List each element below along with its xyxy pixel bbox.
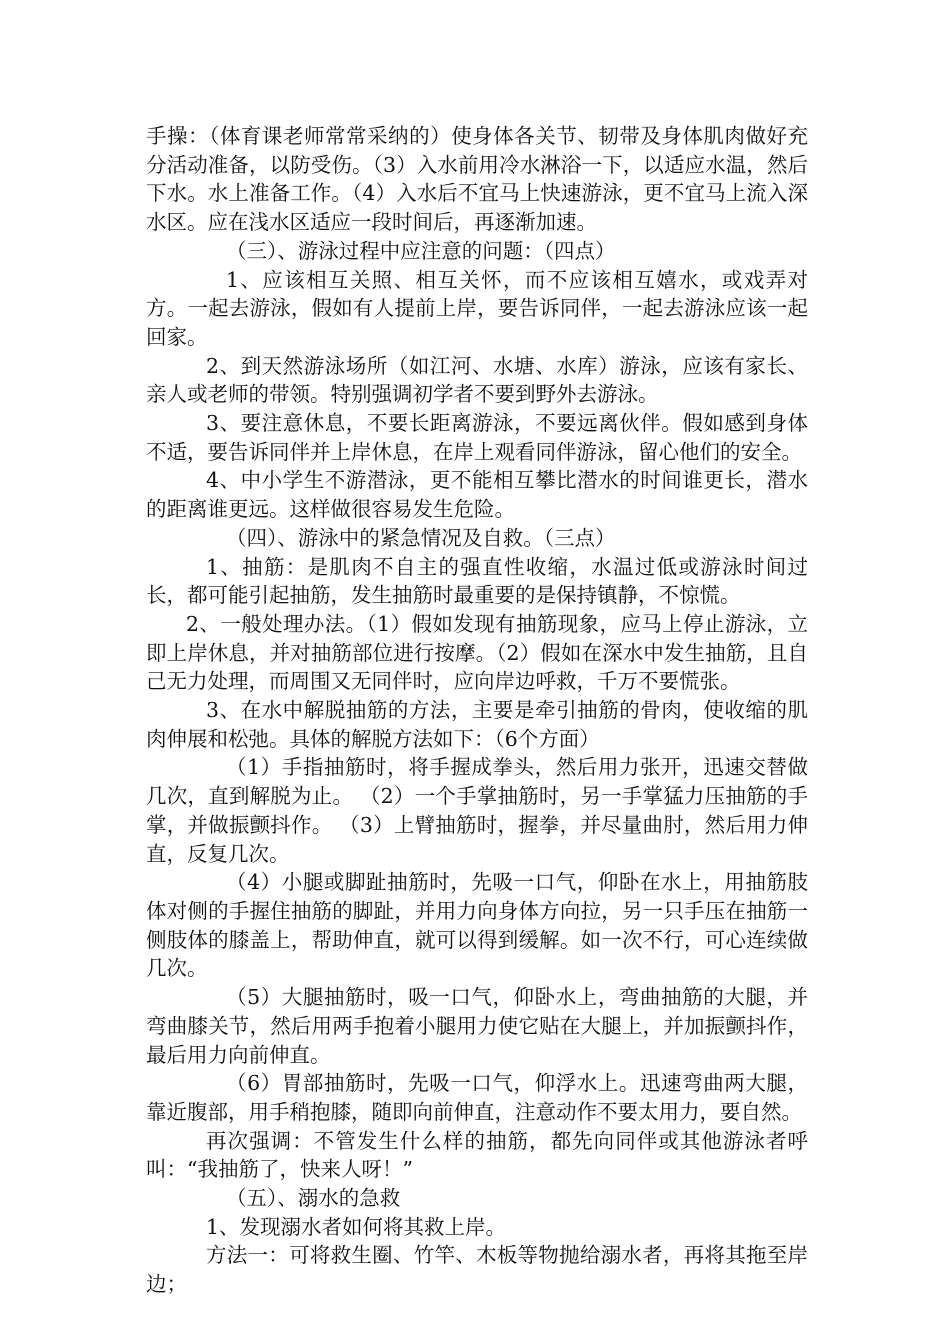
- body-paragraph: 1、应该相互关照、相互关怀，而不应该相互嬉水，或戏弄对方。一起去游泳，假如有人提前上岸，要告诉同伴，一起去游泳应该一起回家。: [146, 267, 808, 349]
- section-heading-5: （五）、溺水的急救: [226, 1186, 401, 1211]
- section-heading-4: （四）、游泳中的紧急情况及自救。（三点）: [226, 525, 616, 550]
- body-paragraph: 2、到天然游泳场所（如江河、水塘、水库）游泳，应该有家长、亲人或老师的带领。特别强调初学者不要到野外去游泳。: [146, 353, 808, 407]
- body-paragraph: 4、中小学生不游潜泳，更不能相互攀比潜水的时间谁更长，潜水的距离谁更远。这样做很容易发生危险。: [146, 468, 808, 522]
- document-page: [146, 122, 808, 1299]
- body-paragraph: 再次强调：不管发生什么样的抽筋，都先向同伴或其他游泳者呼叫：“我抽筋了，快来人呀！”: [146, 1128, 808, 1182]
- body-paragraph: （1）手指抽筋时，将手握成拳头，然后用力张开，迅速交替做几次，直到解脱为止。 （2）一个手掌抽筋时，另一手掌猛力压抽筋的手掌，并做振颤抖作。 （3）上臂抽筋时，握拳，并尽量曲肘，然后用力伸直，反复几次。: [146, 755, 808, 866]
- body-paragraph: （4）小腿或脚趾抽筋时，先吸一口气，仰卧在水上，用抽筋肢体对侧的手握住抽筋的脚趾，并用力向身体方向拉，另一只手压在抽筋一侧肢体的膝盖上，帮助伸直，就可以得到缓解。如一次不行，可心连续做几次。: [146, 870, 808, 981]
- body-paragraph: （6）胃部抽筋时，先吸一口气，仰浮水上。迅速弯曲两大腿，靠近腹部，用手稍抱膝，随即向前伸直，注意动作不要太用力，要自然。: [146, 1071, 808, 1124]
- body-paragraph: 方法一：可将救生圈、竹竿、木板等物抛给溺水者，再将其拖至岸边；: [146, 1243, 808, 1297]
- body-paragraph: 手操：（体育课老师常常采纳的）使身体各关节、韧带及身体肌肉做好充分活动准备，以防受伤。（3）入水前用冷水淋浴一下，以适应水温，然后下水。水上准备工作。（4）入水后不宜马上快速游泳，更不宜马上流入深水区。应在浅水区适应一段时间后，再逐渐加速。: [146, 124, 808, 235]
- body-paragraph: 1、抽筋：是肌肉不自主的强直性收缩，水温过低或游泳时间过长，都可能引起抽筋，发生抽筋时最重要的是保持镇静，不惊慌。: [146, 554, 808, 608]
- body-paragraph: 3、在水中解脱抽筋的方法，主要是牵引抽筋的骨肉，使收缩的肌肉伸展和松弛。具体的解脱方法如下：（6个方面）: [146, 698, 808, 751]
- body-paragraph: （5）大腿抽筋时，吸一口气，仰卧水上，弯曲抽筋的大腿，并弯曲膝关节，然后用两手抱着小腿用力使它贴在大腿上，并加振颤抖作，最后用力向前伸直。: [146, 985, 808, 1067]
- section-heading-3: （三）、游泳过程中应注意的问题：（四点）: [226, 238, 616, 263]
- body-paragraph: 2、一般处理办法。（1）假如发现有抽筋现象，应马上停止游泳，立即上岸休息，并对抽筋部位进行按摩。（2）假如在深水中发生抽筋，且自己无力处理，而周围又无同伴时，应向岸边呼救，千万不要慌张。: [146, 611, 808, 694]
- body-paragraph: 3、要注意休息，不要长距离游泳，不要远离伙伴。假如感到身体不适，要告诉同伴并上岸休息，在岸上观看同伴游泳，留心他们的安全。: [146, 411, 808, 464]
- body-paragraph: 1、发现溺水者如何将其救上岸。: [206, 1214, 507, 1239]
